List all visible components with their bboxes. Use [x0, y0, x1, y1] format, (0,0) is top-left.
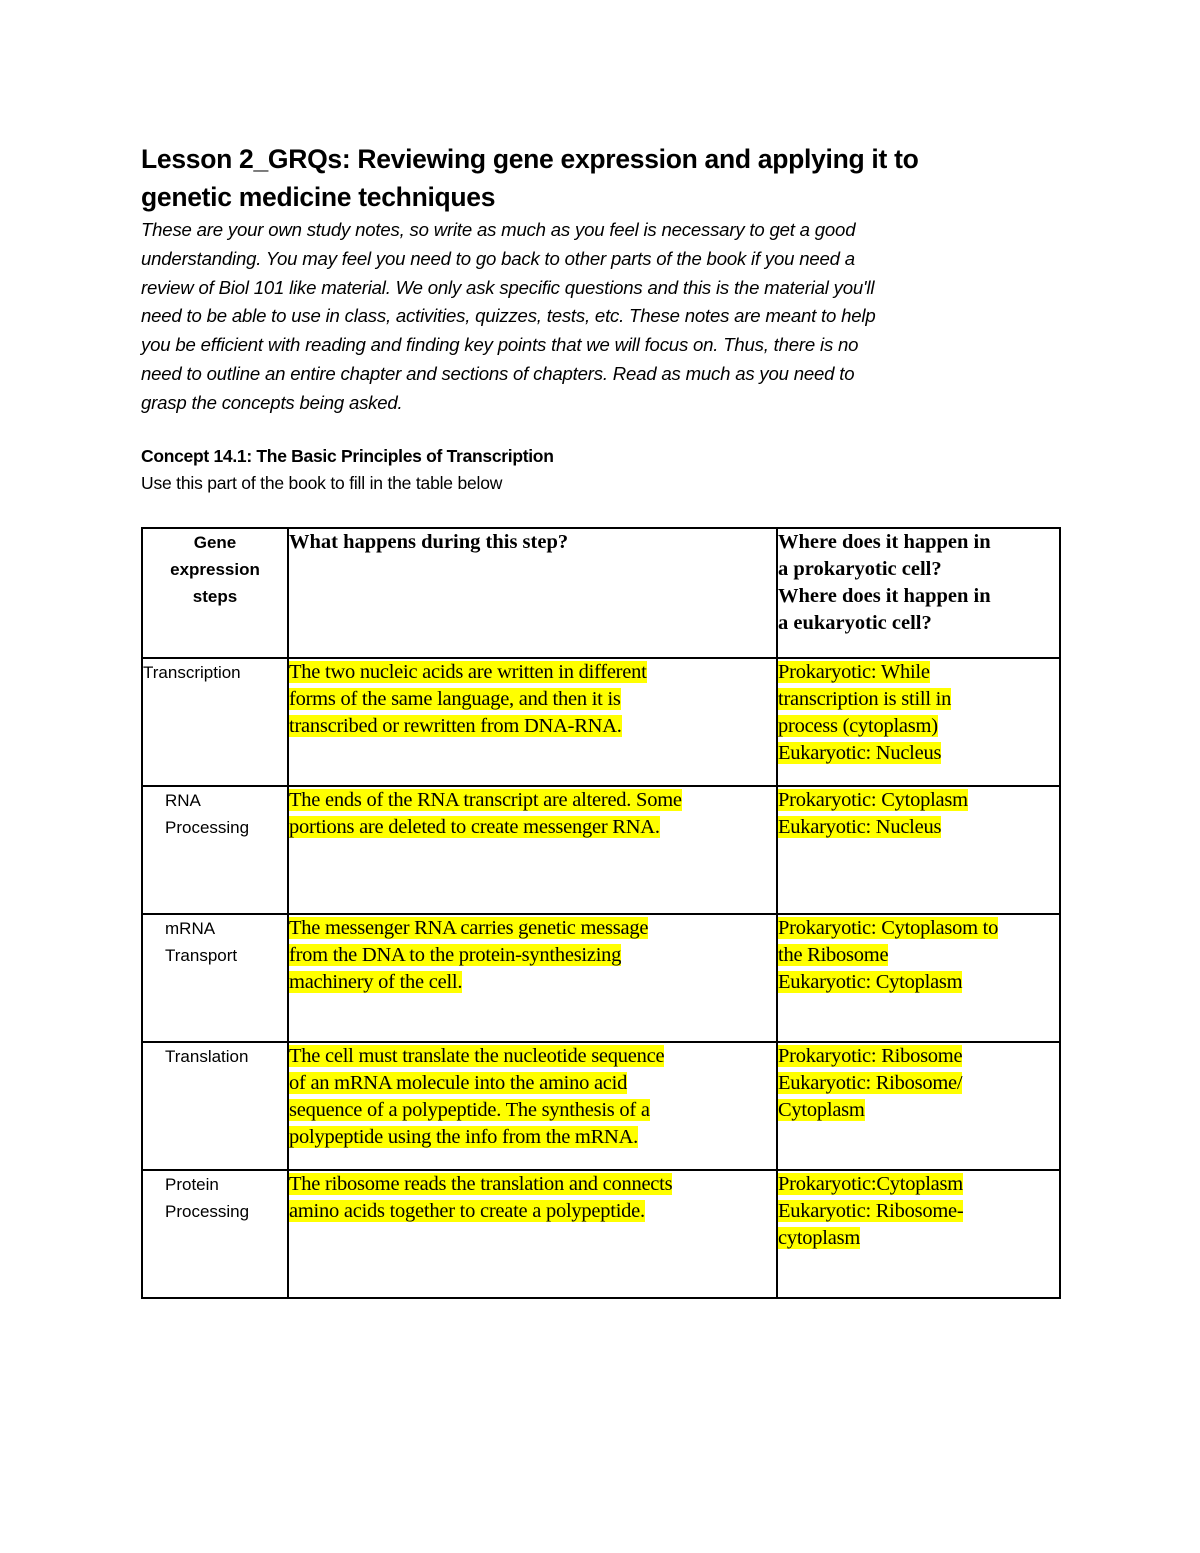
- step-line: RNA: [165, 791, 201, 810]
- answer-line: from the DNA to the protein-synthesizing: [289, 944, 622, 966]
- table-row: [142, 914, 1060, 1042]
- step-line: Transport: [165, 946, 238, 965]
- answer-line: transcription is still in: [778, 688, 952, 710]
- header-line: Where does it happen in: [778, 531, 991, 553]
- where-cell: [777, 1170, 1060, 1298]
- concept-instruction: Use this part of the book to fill in the table below: [141, 472, 503, 493]
- answer-line: process (cytoplasm): [778, 715, 938, 737]
- intro-line: you be efficient with reading and finding key points that we will focus on. Thus, there is no: [141, 334, 859, 356]
- page-title: [141, 140, 1059, 216]
- intro-line: need to outline an entire chapter and sections of chapters. Read as much as you need to: [141, 362, 855, 384]
- step-line: Processing: [165, 818, 250, 837]
- answer-line: cytoplasm: [778, 1227, 861, 1249]
- step-line: Processing: [165, 1202, 250, 1221]
- answer-line: amino acids together to create a polypeptide.: [289, 1200, 645, 1222]
- table-row: [142, 658, 1060, 786]
- answer-line: Eukaryotic: Ribosome/: [778, 1072, 963, 1094]
- header-line: steps: [192, 587, 238, 606]
- intro-line: need to be able to use in class, activities, quizzes, tests, etc. These notes are meant to help: [141, 305, 876, 327]
- header-line: Where does it happen in: [778, 585, 991, 607]
- table-row: [142, 1170, 1060, 1298]
- step-line: Protein: [165, 1175, 219, 1194]
- step-cell: [142, 658, 288, 786]
- intro-line: These are your own study notes, so write as much as you feel is necessary to get a good: [141, 219, 856, 240]
- answer-line: polypeptide using the info from the mRNA.: [289, 1126, 639, 1148]
- where-cell: [777, 914, 1060, 1042]
- answer-line: sequence of a polypeptide. The synthesis of a: [289, 1099, 650, 1121]
- where-cell: [777, 1042, 1060, 1170]
- intro-line: grasp the concepts being asked.: [141, 391, 403, 413]
- answer-line: Prokaryotic: Cytoplasom to: [778, 917, 999, 939]
- answer-line: the Ribosome: [778, 944, 889, 966]
- header-steps: [142, 528, 288, 658]
- step-cell: [142, 786, 288, 914]
- step-line: Transcription: [143, 663, 241, 682]
- table-row: [142, 1042, 1060, 1170]
- answer-line: Eukaryotic: Ribosome-: [778, 1200, 964, 1222]
- answer-line: Prokaryotic: Ribosome: [778, 1045, 963, 1067]
- step-cell: [142, 1042, 288, 1170]
- intro-paragraph: [141, 216, 1059, 418]
- step-line: mRNA: [165, 919, 216, 938]
- answer-line: machinery of the cell.: [289, 971, 463, 993]
- gene-expression-table: [141, 527, 1061, 1299]
- step-line: Translation: [165, 1047, 249, 1066]
- step-cell: [142, 914, 288, 1042]
- table-header-row: [142, 528, 1060, 658]
- header-line: a eukaryotic cell?: [778, 612, 932, 634]
- answer-line: Eukaryotic: Nucleus: [778, 816, 942, 838]
- answer-line: The messenger RNA carries genetic message: [289, 917, 649, 939]
- document-page: [141, 140, 1059, 496]
- header-line: a prokaryotic cell?: [778, 558, 942, 580]
- answer-line: Prokaryotic:Cytoplasm: [778, 1173, 963, 1195]
- header-line: Gene: [193, 533, 237, 552]
- concept-heading: Concept 14.1: The Basic Principles of Transcription: [141, 445, 554, 466]
- title-line: Lesson 2_GRQs: Reviewing gene expression and applying it to: [141, 144, 919, 174]
- header-where: [777, 528, 1060, 658]
- header-what-happens: What happens during this step?: [288, 528, 777, 658]
- answer-line: Prokaryotic: While: [778, 661, 930, 683]
- answer-line: The ribosome reads the translation and connects: [289, 1173, 673, 1195]
- intro-line: review of Biol 101 like material. We only ask specific questions and this is the material you'll: [141, 276, 875, 298]
- header-line: expression: [170, 560, 260, 579]
- answer-line: forms of the same language, and then it is: [289, 688, 621, 710]
- answer-line: portions are deleted to create messenger RNA.: [289, 816, 660, 838]
- title-line: genetic medicine techniques: [141, 182, 496, 212]
- answer-line: The cell must translate the nucleotide sequence: [289, 1045, 665, 1067]
- answer-line: The ends of the RNA transcript are altered. Some: [289, 789, 682, 811]
- what-cell: [288, 786, 777, 914]
- intro-line: understanding. You may feel you need to go back to other parts of the book if you need a: [141, 247, 855, 269]
- answer-line: Eukaryotic: Nucleus: [778, 742, 942, 764]
- answer-line: of an mRNA molecule into the amino acid: [289, 1072, 628, 1094]
- answer-line: Cytoplasm: [778, 1099, 865, 1121]
- what-cell: [288, 1170, 777, 1298]
- what-cell: [288, 914, 777, 1042]
- where-cell: [777, 786, 1060, 914]
- answer-line: Eukaryotic: Cytoplasm: [778, 971, 963, 993]
- what-cell: [288, 1042, 777, 1170]
- answer-line: The two nucleic acids are written in different: [289, 661, 647, 683]
- answer-line: transcribed or rewritten from DNA-RNA.: [289, 715, 622, 737]
- answer-line: Prokaryotic: Cytoplasm: [778, 789, 968, 811]
- table-row: [142, 786, 1060, 914]
- where-cell: [777, 658, 1060, 786]
- step-cell: [142, 1170, 288, 1298]
- what-cell: [288, 658, 777, 786]
